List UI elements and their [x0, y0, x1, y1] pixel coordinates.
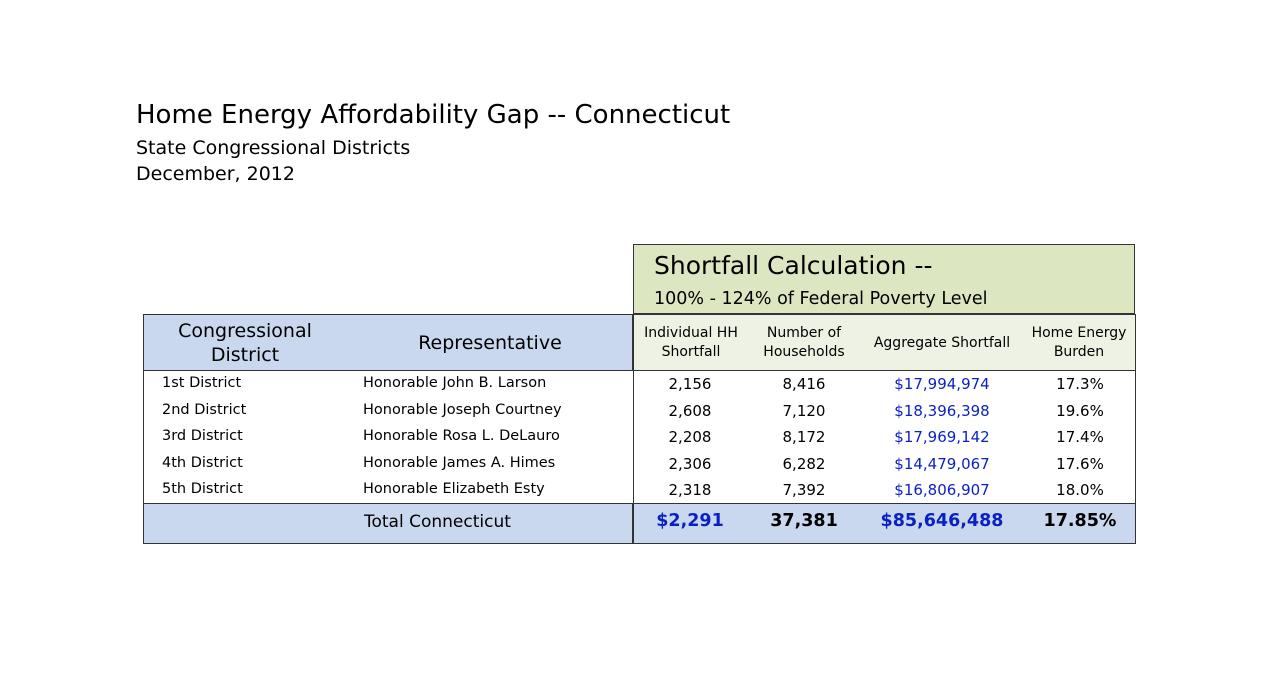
row-households: 8,416: [782, 375, 826, 393]
row-aggregate: $17,969,142: [894, 428, 990, 446]
column-header-individual: [638, 324, 744, 362]
column-header-burden-line2: Burden: [1053, 344, 1105, 360]
row-district: 4th District: [162, 455, 243, 471]
column-header-households-line1: Number of: [766, 325, 842, 341]
row-individual: 2,318: [668, 481, 712, 499]
row-representative: Honorable Joseph Courtney: [363, 402, 562, 418]
row-households: 7,120: [782, 402, 826, 420]
row-aggregate: $16,806,907: [894, 481, 990, 499]
row-representative: Honorable James A. Himes: [363, 455, 556, 471]
column-header-aggregate: Aggregate Shortfall: [873, 335, 1011, 351]
column-header-individual-line1: Individual HH: [644, 325, 738, 341]
column-header-district: [160, 319, 330, 367]
row-households: 7,392: [782, 481, 826, 499]
column-header-households-line2: Households: [763, 344, 845, 360]
shortfall-title: Shortfall Calculation --: [654, 251, 933, 280]
row-burden: 18.0%: [1056, 481, 1104, 499]
column-header-representative: Representative: [418, 332, 562, 354]
row-representative: Honorable Elizabeth Esty: [363, 481, 545, 497]
row-district: 5th District: [162, 481, 243, 497]
total-aggregate: $85,646,488: [880, 511, 1004, 531]
page-date: December, 2012: [136, 163, 295, 185]
page-subtitle: State Congressional Districts: [136, 137, 411, 159]
row-representative: Honorable Rosa L. DeLauro: [363, 428, 560, 444]
row-individual: 2,156: [668, 375, 712, 393]
column-divider: [633, 371, 634, 503]
total-households: 37,381: [770, 511, 838, 531]
row-burden: 17.4%: [1056, 428, 1104, 446]
row-district: 2nd District: [162, 402, 247, 418]
row-burden: 17.3%: [1056, 375, 1104, 393]
row-district: 1st District: [162, 375, 242, 391]
row-representative: Honorable John B. Larson: [363, 375, 547, 391]
column-header-district-line1: Congressional: [178, 320, 312, 342]
page-title: Home Energy Affordability Gap -- Connecticut: [136, 100, 731, 130]
row-households: 6,282: [782, 455, 826, 473]
row-individual: 2,608: [668, 402, 712, 420]
row-aggregate: $17,994,974: [894, 375, 990, 393]
row-burden: 17.6%: [1056, 455, 1104, 473]
shortfall-subtitle: 100% - 124% of Federal Poverty Level: [654, 289, 988, 309]
shortfall-header-box: [633, 244, 1135, 314]
column-header-households: [752, 324, 856, 362]
row-district: 3rd District: [162, 428, 243, 444]
total-label: Total Connecticut: [364, 512, 511, 532]
row-aggregate: $14,479,067: [894, 455, 990, 473]
column-header-burden: [1024, 324, 1134, 362]
column-header-district-line2: District: [210, 344, 280, 366]
row-households: 8,172: [782, 428, 826, 446]
row-burden: 19.6%: [1056, 402, 1104, 420]
column-header-burden-line1: Home Energy: [1031, 325, 1127, 341]
total-individual: $2,291: [656, 511, 724, 531]
row-aggregate: $18,396,398: [894, 402, 990, 420]
column-header-individual-line2: Shortfall: [661, 344, 721, 360]
row-individual: 2,306: [668, 455, 712, 473]
total-burden: 17.85%: [1043, 511, 1117, 531]
row-individual: 2,208: [668, 428, 712, 446]
